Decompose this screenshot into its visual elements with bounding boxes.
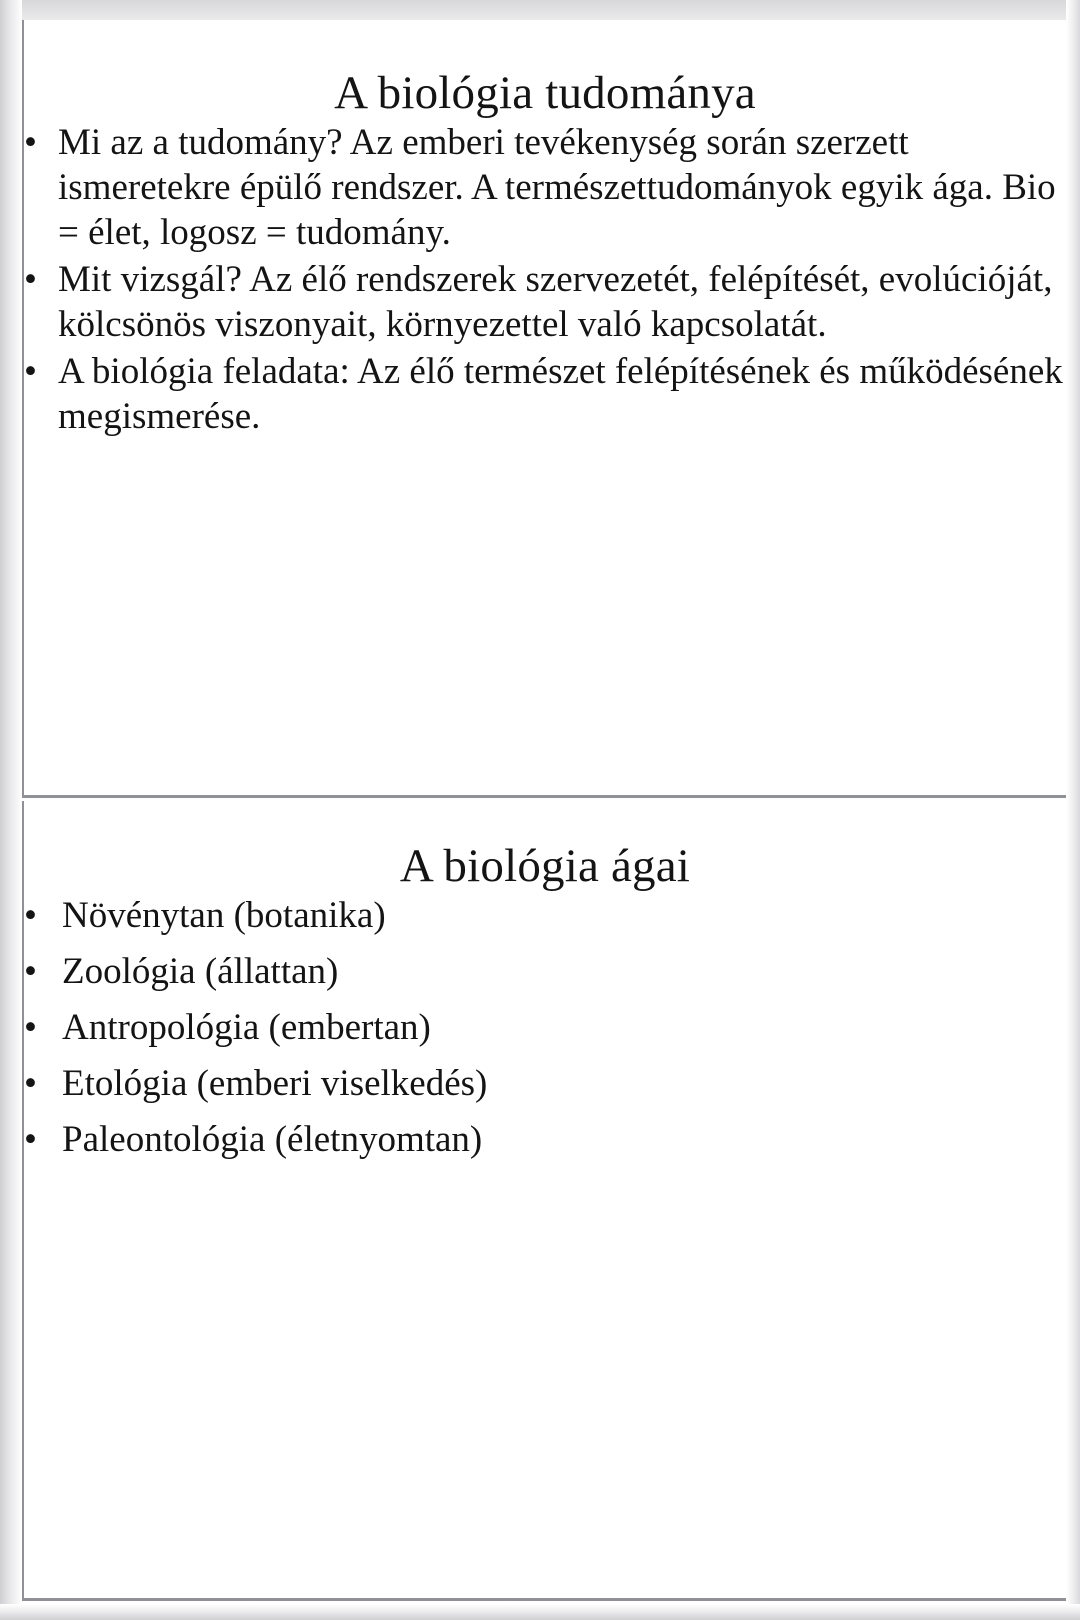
list-item (24, 349, 1066, 439)
page-right-shadow (1066, 0, 1080, 1620)
list-item (24, 1117, 1066, 1162)
list-item (24, 257, 1066, 347)
list-item-text: Paleontológia (életnyomtan) (62, 1119, 483, 1161)
list-item-text: A biológia feladata: Az élő természet felépítésének és működésének megismerése. (58, 351, 1063, 438)
list-item-text: Mi az a tudomány? Az emberi tevékenység során szerzett ismeretekre épülő rendszer. A természettudományok egyik ága. Bio = élet, logosz = tudomány. (58, 121, 1056, 253)
slide-2-bullet-list (24, 893, 1066, 1163)
bullet-icon: • (24, 1119, 37, 1161)
bullet-icon: • (24, 950, 37, 992)
slide-2-title: A biológia ágai (399, 840, 691, 892)
list-item-text: Etológia (emberi viselkedés) (62, 1063, 488, 1105)
list-item (24, 1005, 1066, 1050)
bullet-icon: • (24, 1006, 37, 1048)
bullet-icon: • (24, 894, 37, 936)
list-item (24, 893, 1066, 938)
slide-1-bullet-list (24, 120, 1066, 440)
slide-1 (22, 20, 1066, 798)
list-item (24, 1061, 1066, 1106)
page-bottom-shadow (0, 1604, 1080, 1620)
list-item-text: Növénytan (botanika) (62, 894, 386, 936)
list-item (24, 949, 1066, 994)
list-item (24, 120, 1066, 255)
bullet-icon: • (24, 351, 37, 393)
bullet-icon: • (24, 1063, 37, 1105)
list-item-text: Zoológia (állattan) (62, 950, 339, 992)
list-item-text: Antropológia (embertan) (62, 1006, 431, 1048)
page-left-shadow (0, 0, 22, 1620)
list-item-text: Mit vizsgál? Az élő rendszerek szervezetét, felépítését, evolúcióját, kölcsönös viszonyait, környezettel való kapcsolatát. (58, 259, 1053, 346)
slide-1-title: A biológia tudománya (334, 67, 756, 119)
bullet-icon: • (24, 121, 37, 163)
slide-2 (22, 801, 1066, 1601)
bullet-icon: • (24, 259, 37, 301)
